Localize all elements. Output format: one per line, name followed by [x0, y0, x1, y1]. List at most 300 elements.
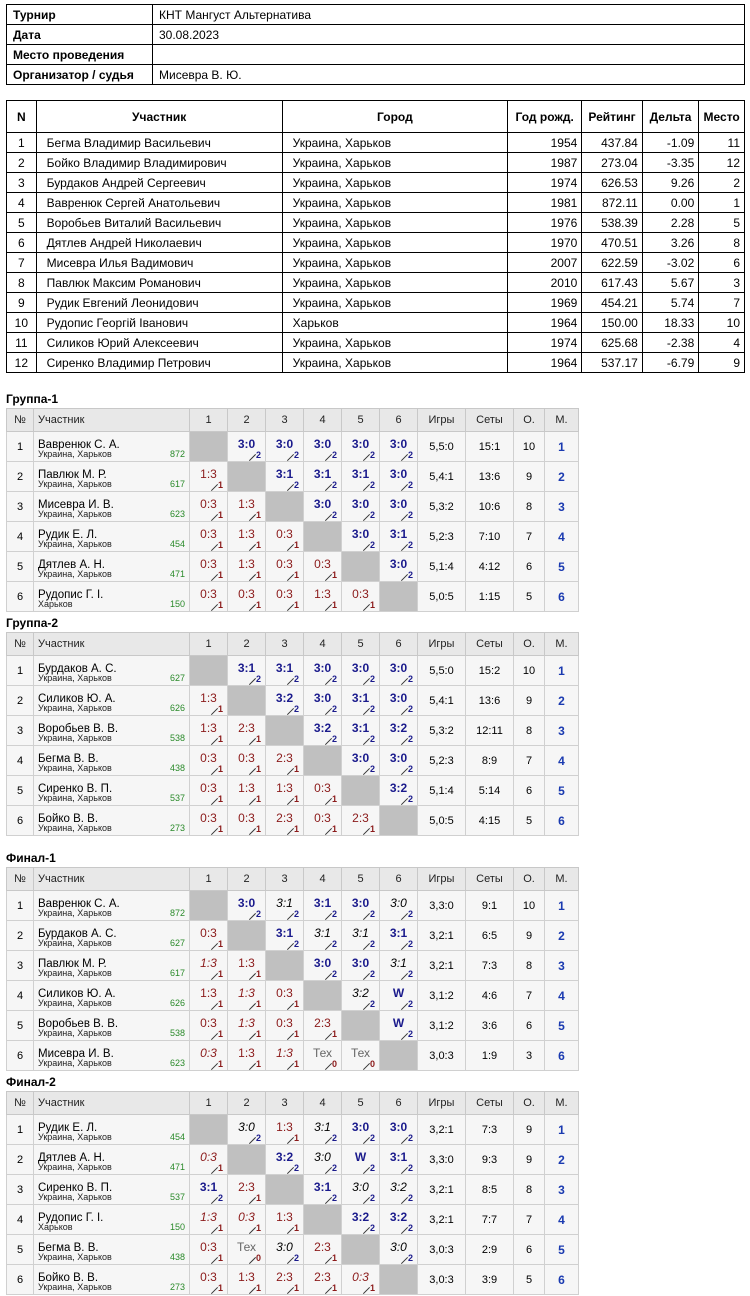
place-cell	[545, 552, 579, 582]
games-cell: 3,3:0	[418, 1145, 466, 1175]
group-header-cell: О.	[514, 409, 545, 432]
points-cell: 9	[514, 1145, 545, 1175]
participant-cell: 2	[699, 173, 745, 193]
player-rating: 617	[169, 968, 185, 978]
slash-mark	[211, 604, 218, 611]
slash-mark	[325, 604, 332, 611]
match-points: 2	[407, 969, 413, 979]
match-score: 0:3	[200, 811, 217, 825]
match-score: 3:0	[389, 497, 408, 511]
participant-cell: Дятлев Андрей Николаевич	[36, 233, 282, 253]
slash-mark	[401, 1227, 408, 1234]
match-score: 1:3	[200, 721, 217, 735]
match-points: 1	[293, 1283, 299, 1293]
slash-mark	[363, 943, 370, 950]
match-cell	[266, 981, 304, 1011]
slash-mark	[363, 678, 370, 685]
match-score: 0:3	[238, 751, 255, 765]
player-name: Бойко В. В.	[38, 812, 99, 825]
participant-cell: Силиков Юрий Алексеевич	[36, 333, 282, 353]
match-result	[190, 776, 227, 805]
group-row	[7, 492, 579, 522]
slash-mark	[325, 1137, 332, 1144]
match-result	[190, 582, 227, 611]
slash-mark	[401, 768, 408, 775]
match-cell	[342, 1205, 380, 1235]
match-cell-empty	[228, 1145, 266, 1175]
place-value: 6	[558, 1048, 565, 1063]
match-cell-empty	[190, 1115, 228, 1145]
match-result	[342, 921, 379, 950]
slash-mark	[401, 514, 408, 521]
player-cell	[34, 1265, 190, 1295]
place-cell	[545, 582, 579, 612]
match-result	[342, 492, 379, 521]
group-header-cell: 5	[342, 633, 380, 656]
match-points: 2	[331, 939, 337, 949]
slash-mark	[401, 943, 408, 950]
games-cell: 5,4:1	[418, 686, 466, 716]
match-cell	[304, 1175, 342, 1205]
player-name: Бурдаков А. С.	[38, 662, 117, 675]
match-result	[304, 1265, 341, 1294]
match-result	[342, 432, 379, 461]
match-cell-empty	[228, 462, 266, 492]
match-cell	[266, 806, 304, 836]
match-cell	[190, 951, 228, 981]
match-score: Тех	[350, 1046, 371, 1060]
match-points: 1	[217, 734, 223, 744]
group-table	[6, 408, 579, 612]
match-score: 3:0	[313, 661, 332, 675]
player-cell	[34, 492, 190, 522]
participant-cell: Украина, Харьков	[282, 253, 507, 273]
match-score: 1:3	[238, 1046, 255, 1060]
player-rating: 626	[169, 703, 185, 713]
place-cell	[545, 1175, 579, 1205]
place-value: 1	[558, 898, 565, 913]
place-value: 3	[558, 958, 565, 973]
match-score: 0:3	[200, 557, 217, 571]
match-score: 0:3	[238, 1210, 255, 1224]
participant-cell: 1	[7, 133, 37, 153]
match-result	[228, 552, 265, 581]
match-result	[228, 432, 265, 461]
player-rating: 537	[169, 1192, 185, 1202]
match-points: 1	[293, 1223, 299, 1233]
match-points: 2	[369, 1193, 375, 1203]
slash-mark	[211, 1227, 218, 1234]
group-row	[7, 582, 579, 612]
match-score: 3:0	[351, 896, 370, 910]
slash-mark	[325, 1033, 332, 1040]
points-cell: 5	[514, 582, 545, 612]
group-header-cell: Участник	[34, 868, 190, 891]
match-result	[304, 686, 341, 715]
match-result	[266, 1265, 303, 1294]
player-cell	[34, 716, 190, 746]
slash-mark	[249, 514, 256, 521]
match-points: 2	[369, 510, 375, 520]
place-cell	[545, 432, 579, 462]
match-points: 2	[293, 909, 299, 919]
info-key: Организатор / судья	[7, 65, 153, 85]
match-cell	[304, 582, 342, 612]
match-cell	[266, 522, 304, 552]
match-points: 2	[407, 1029, 413, 1039]
match-points: 1	[255, 1059, 261, 1069]
player-rating: 627	[169, 673, 185, 683]
match-score: W	[392, 1016, 405, 1030]
group-header-cell: 1	[190, 868, 228, 891]
match-result	[190, 1145, 227, 1174]
match-cell	[228, 1011, 266, 1041]
match-cell	[342, 686, 380, 716]
place-cell	[545, 951, 579, 981]
match-result	[304, 921, 341, 950]
match-points: 1	[217, 1059, 223, 1069]
slash-mark	[363, 738, 370, 745]
match-result	[304, 1175, 341, 1204]
match-score: 3:2	[275, 691, 294, 705]
slash-mark	[287, 1287, 294, 1294]
match-cell	[228, 1205, 266, 1235]
match-cell	[304, 1115, 342, 1145]
match-cell	[304, 1265, 342, 1295]
slash-mark	[249, 1063, 256, 1070]
match-points: 1	[255, 1283, 261, 1293]
match-cell	[190, 1145, 228, 1175]
match-cell	[342, 582, 380, 612]
match-score: 3:1	[351, 467, 370, 481]
group-header-cell: 3	[266, 409, 304, 432]
group-header-cell: Участник	[34, 409, 190, 432]
participant-cell: Украина, Харьков	[282, 193, 507, 213]
player-name: Дятлев А. Н.	[38, 1151, 106, 1164]
row-number: 6	[7, 582, 34, 612]
match-points: 2	[407, 764, 413, 774]
match-result	[304, 891, 341, 920]
match-score: 2:3	[276, 751, 293, 765]
sets-cell: 9:3	[466, 1145, 514, 1175]
match-cell	[228, 1265, 266, 1295]
match-score: 0:3	[200, 1046, 217, 1060]
sets-cell: 15:2	[466, 656, 514, 686]
match-score: 3:0	[351, 751, 370, 765]
match-result	[266, 1145, 303, 1174]
place-cell	[545, 1115, 579, 1145]
place-cell	[545, 522, 579, 552]
info-value: 30.08.2023	[153, 25, 745, 45]
match-points: 1	[217, 540, 223, 550]
match-score: 2:3	[276, 1270, 293, 1284]
player-city: Украина, Харьков	[38, 1058, 112, 1068]
games-cell: 3,2:1	[418, 951, 466, 981]
group-table	[6, 1091, 579, 1295]
slash-mark	[211, 1003, 218, 1010]
match-points: 1	[217, 1223, 223, 1233]
match-points: 1	[293, 1059, 299, 1069]
player-city: Украина, Харьков	[38, 763, 112, 773]
group-header-row	[7, 868, 579, 891]
slash-mark	[363, 913, 370, 920]
match-score: 0:3	[276, 1016, 293, 1030]
match-cell	[266, 686, 304, 716]
participant-cell: 12	[7, 353, 37, 373]
match-score: 1:3	[200, 1210, 217, 1224]
player-name: Воробьев В. В.	[38, 722, 119, 735]
match-score: 3:1	[199, 1180, 218, 1194]
player-city: Украина, Харьков	[38, 479, 112, 489]
match-cell	[304, 1041, 342, 1071]
slash-mark	[287, 604, 294, 611]
match-result	[266, 921, 303, 950]
match-cell-empty	[190, 891, 228, 921]
player-rating: 617	[169, 479, 185, 489]
match-cell	[304, 686, 342, 716]
participant-cell: Украина, Харьков	[282, 333, 507, 353]
match-points: 2	[407, 1223, 413, 1233]
match-result	[342, 462, 379, 491]
participant-cell: 872.11	[582, 193, 643, 213]
games-cell: 5,0:5	[418, 582, 466, 612]
match-result	[228, 1205, 265, 1234]
slash-mark	[211, 943, 218, 950]
slash-mark	[249, 798, 256, 805]
place-cell	[545, 462, 579, 492]
match-cell	[342, 746, 380, 776]
match-points: 1	[255, 794, 261, 804]
group-row	[7, 656, 579, 686]
group-header-cell: Игры	[418, 1092, 466, 1115]
match-points: 2	[293, 674, 299, 684]
participants-header-row	[7, 101, 745, 133]
match-cell	[228, 1175, 266, 1205]
match-cell	[228, 492, 266, 522]
match-result	[266, 582, 303, 611]
match-result	[266, 891, 303, 920]
slash-mark	[325, 708, 332, 715]
participant-cell: 0.00	[642, 193, 698, 213]
group-header-cell: 1	[190, 409, 228, 432]
match-score: 3:1	[389, 926, 408, 940]
match-cell	[380, 921, 418, 951]
match-cell	[228, 806, 266, 836]
match-cell	[380, 492, 418, 522]
match-cell	[304, 776, 342, 806]
player-city: Украина, Харьков	[38, 703, 112, 713]
slash-mark	[401, 544, 408, 551]
match-cell	[190, 716, 228, 746]
place-value: 2	[558, 1152, 565, 1167]
sets-cell: 3:6	[466, 1011, 514, 1041]
match-result	[380, 1235, 417, 1264]
match-result	[228, 656, 265, 685]
place-value: 5	[558, 783, 565, 798]
match-cell	[304, 656, 342, 686]
player-city: Харьков	[38, 1222, 73, 1232]
player-name: Бурдаков А. С.	[38, 927, 117, 940]
match-score: 3:0	[276, 1240, 293, 1254]
match-points: 2	[331, 1193, 337, 1203]
games-cell: 5,2:3	[418, 522, 466, 552]
match-cell	[190, 686, 228, 716]
player-city: Украина, Харьков	[38, 1252, 112, 1262]
slash-mark	[287, 574, 294, 581]
match-result	[380, 552, 417, 581]
match-cell	[190, 746, 228, 776]
player-name: Силиков Ю. А.	[38, 987, 116, 1000]
group-row	[7, 716, 579, 746]
match-score: 3:0	[313, 497, 332, 511]
sets-cell: 4:6	[466, 981, 514, 1011]
player-city: Украина, Харьков	[38, 793, 112, 803]
match-cell-empty	[304, 1205, 342, 1235]
slash-mark	[401, 738, 408, 745]
slash-mark	[325, 574, 332, 581]
match-result	[342, 1041, 379, 1070]
match-points: 1	[331, 1283, 337, 1293]
match-points: 1	[255, 824, 261, 834]
match-score: 3:0	[390, 896, 407, 910]
match-cell-empty	[342, 552, 380, 582]
match-score: 3:1	[313, 1180, 332, 1194]
match-cell	[190, 1041, 228, 1071]
group-header-cell: 4	[304, 409, 342, 432]
slash-mark	[249, 678, 256, 685]
place-cell	[545, 1011, 579, 1041]
match-cell	[190, 552, 228, 582]
participant-cell: 5	[7, 213, 37, 233]
match-cell-empty	[380, 1265, 418, 1295]
participant-row	[7, 353, 745, 373]
slash-mark	[401, 1197, 408, 1204]
participant-row	[7, 193, 745, 213]
group-header-cell: 2	[228, 868, 266, 891]
match-result	[380, 951, 417, 980]
participant-cell: -2.38	[642, 333, 698, 353]
slash-mark	[363, 1287, 370, 1294]
participants-header-cell: Место	[699, 101, 745, 133]
slash-mark	[287, 708, 294, 715]
match-result	[342, 656, 379, 685]
slash-mark	[287, 798, 294, 805]
slash-mark	[325, 678, 332, 685]
player-rating: 150	[169, 599, 185, 609]
games-cell: 3,0:3	[418, 1265, 466, 1295]
match-result	[228, 716, 265, 745]
points-cell: 6	[514, 776, 545, 806]
match-result	[266, 776, 303, 805]
player-rating: 150	[169, 1222, 185, 1232]
match-score: 0:3	[276, 557, 293, 571]
player-city: Украина, Харьков	[38, 1132, 112, 1142]
group-header-cell: Сеты	[466, 1092, 514, 1115]
match-points: 1	[293, 794, 299, 804]
match-cell	[342, 1175, 380, 1205]
place-value: 3	[558, 1182, 565, 1197]
slash-mark	[249, 768, 256, 775]
match-cell	[228, 1235, 266, 1265]
player-city: Украина, Харьков	[38, 1162, 112, 1172]
place-cell	[545, 1041, 579, 1071]
match-score: 3:0	[389, 437, 408, 451]
player-rating: 471	[169, 1162, 185, 1172]
match-cell-empty	[228, 686, 266, 716]
participant-cell: 617.43	[582, 273, 643, 293]
sets-cell: 15:1	[466, 432, 514, 462]
match-result	[228, 1011, 265, 1040]
player-rating: 623	[169, 1058, 185, 1068]
match-cell	[380, 656, 418, 686]
match-points: 2	[407, 480, 413, 490]
match-points: 2	[407, 540, 413, 550]
match-cell	[266, 891, 304, 921]
place-value: 4	[558, 529, 565, 544]
slash-mark	[325, 973, 332, 980]
slash-mark	[211, 514, 218, 521]
participant-row	[7, 313, 745, 333]
match-cell-empty	[380, 1041, 418, 1071]
match-cell	[342, 1041, 380, 1071]
match-score: 0:3	[314, 811, 331, 825]
place-value: 1	[558, 1122, 565, 1137]
group-row	[7, 432, 579, 462]
participant-cell: 18.33	[642, 313, 698, 333]
points-cell: 8	[514, 492, 545, 522]
match-score: 1:3	[238, 1016, 255, 1030]
slash-mark	[287, 1227, 294, 1234]
player-cell	[34, 806, 190, 836]
slash-mark	[363, 708, 370, 715]
match-result	[190, 1011, 227, 1040]
player-name: Сиренко В. П.	[38, 1181, 113, 1194]
slash-mark	[325, 943, 332, 950]
place-value: 3	[558, 723, 565, 738]
match-cell	[266, 1041, 304, 1071]
points-cell: 3	[514, 1041, 545, 1071]
match-cell-empty	[304, 981, 342, 1011]
match-points: 1	[255, 1193, 261, 1203]
match-score: 3:0	[351, 956, 370, 970]
match-cell	[266, 582, 304, 612]
place-cell	[545, 1205, 579, 1235]
player-rating: 471	[169, 569, 185, 579]
match-result	[304, 1145, 341, 1174]
slash-mark	[249, 1287, 256, 1294]
slash-mark	[211, 1063, 218, 1070]
match-score: 3:0	[351, 527, 370, 541]
points-cell: 5	[514, 806, 545, 836]
match-result	[342, 582, 379, 611]
row-number: 3	[7, 492, 34, 522]
player-rating: 538	[169, 733, 185, 743]
player-city: Украина, Харьков	[38, 823, 112, 833]
match-cell-empty	[190, 656, 228, 686]
games-cell: 5,4:1	[418, 462, 466, 492]
match-score: 0:3	[352, 587, 369, 601]
match-cell	[266, 432, 304, 462]
match-cell	[266, 1011, 304, 1041]
match-result	[266, 1115, 303, 1144]
match-score: 0:3	[200, 1016, 217, 1030]
match-points: 2	[407, 450, 413, 460]
participant-cell: Рудопис Георгій Іванович	[36, 313, 282, 333]
match-result	[228, 951, 265, 980]
player-name: Рудик Е. Л.	[38, 1121, 98, 1134]
match-score: 3:0	[351, 437, 370, 451]
match-score: 0:3	[276, 527, 293, 541]
